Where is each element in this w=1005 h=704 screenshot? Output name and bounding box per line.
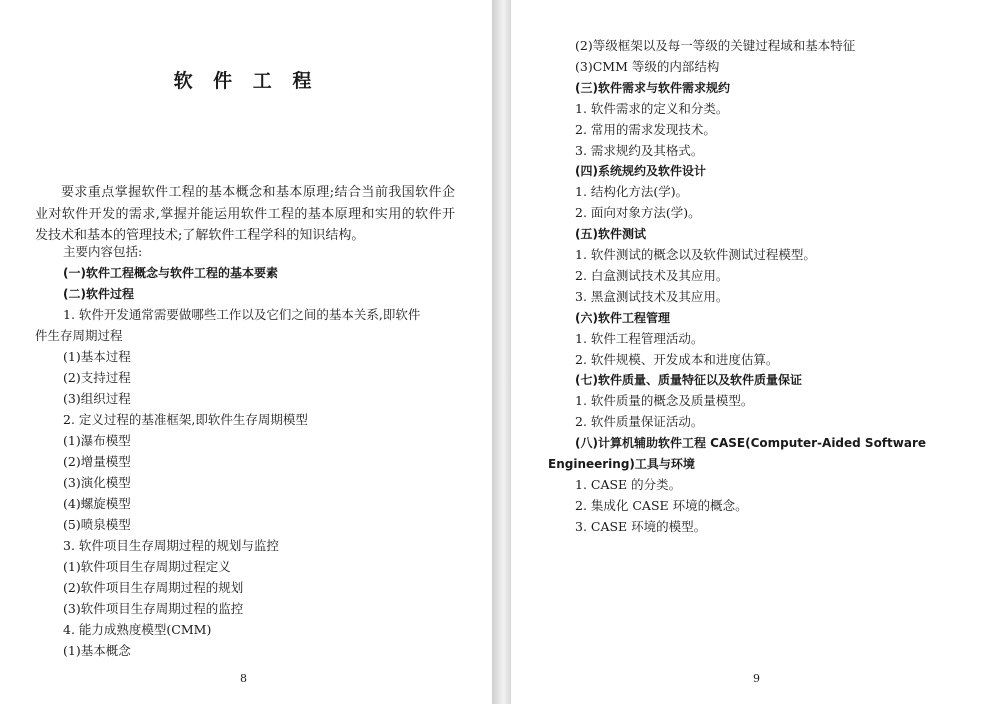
content-line: 件生存周期过程 <box>35 328 123 343</box>
content-line: (4)螺旋模型 <box>63 496 131 511</box>
content-line: (3)软件项目生存周期过程的监控 <box>63 601 244 616</box>
content-line: 2. 定义过程的基准框架,即软件生存周期模型 <box>63 412 308 427</box>
content-line: 3. 黑盒测试技术及其应用。 <box>575 288 729 304</box>
content-line: 4. 能力成熟度模型(CMM) <box>63 622 212 637</box>
section-heading: (五)软件测试 <box>575 227 646 242</box>
section-heading: (八)计算机辅助软件工程 CASE(Computer-Aided Software <box>575 436 927 451</box>
content-line: 2. 面向对象方法(学)。 <box>575 205 701 221</box>
section-heading: (七)软件质量、质量特征以及软件质量保证 <box>575 373 802 388</box>
section-heading: (二)软件过程 <box>63 287 134 301</box>
content-line: 1. 结构化方法(学)。 <box>575 184 689 200</box>
content-line: (1)软件项目生存周期过程定义 <box>63 559 231 574</box>
section-heading: (四)系统规约及软件设计 <box>575 164 706 179</box>
content-line: 2. 常用的需求发现技术。 <box>575 121 716 137</box>
content-line: (1)基本概念 <box>63 643 131 658</box>
content-line: (1)基本过程 <box>63 349 131 364</box>
page-number-right: 9 <box>753 672 760 685</box>
content-line: 1. CASE 的分类。 <box>575 476 682 492</box>
content-line: 2. 软件质量保证活动。 <box>575 414 704 430</box>
content-line: (3)CMM 等级的内部结构 <box>575 58 720 74</box>
page-title: 软 件 工 程 <box>173 70 319 92</box>
content-line: (2)软件项目生存周期过程的规划 <box>63 580 244 595</box>
content-line: 3. 需求规约及其格式。 <box>575 142 704 158</box>
content-line: 主要内容包括: <box>63 244 143 259</box>
right-page <box>511 0 1005 704</box>
content-line: 1. 软件需求的定义和分类。 <box>575 100 729 116</box>
book-gutter <box>492 0 511 704</box>
content-line: (3)演化模型 <box>63 475 131 490</box>
content-line: 1. 软件质量的概念及质量模型。 <box>575 393 754 409</box>
content-line: 3. 软件项目生存周期过程的规划与监控 <box>63 538 279 553</box>
content-line: 3. CASE 环境的模型。 <box>575 518 707 534</box>
page-number-left: 8 <box>240 672 247 685</box>
content-line: 2. 软件规模、开发成本和进度估算。 <box>575 351 779 367</box>
content-line: (2)等级框架以及每一等级的关键过程域和基本特征 <box>575 38 856 53</box>
content-line: (1)瀑布模型 <box>63 433 131 448</box>
section-heading: (一)软件工程概念与软件工程的基本要素 <box>63 266 278 280</box>
content-line: 2. 集成化 CASE 环境的概念。 <box>575 497 748 513</box>
content-line: (2)支持过程 <box>63 370 131 385</box>
content-line: (3)组织过程 <box>63 391 131 406</box>
content-line: 1. 软件开发通常需要做哪些工作以及它们之间的基本关系,即软件 <box>63 307 421 322</box>
content-line: (2)增量模型 <box>63 454 131 469</box>
content-line: 1. 软件工程管理活动。 <box>575 330 704 346</box>
section-heading: Engineering)工具与环境 <box>548 457 695 471</box>
left-page <box>0 0 492 704</box>
content-line: 1. 软件测试的概念以及软件测试过程模型。 <box>575 247 816 262</box>
content-line: 2. 白盒测试技术及其应用。 <box>575 267 729 283</box>
intro-paragraph: 要求重点掌握软件工程的基本概念和基本原理;结合当前我国软件企业对软件开发的需求,掌握并能运用软件工程的基本原理和实用的软件开发技术和基本的管理技术;了解软件工程学科的知识结构。 <box>35 185 455 243</box>
content-line: (5)喷泉模型 <box>63 517 131 532</box>
section-heading: (六)软件工程管理 <box>575 310 670 325</box>
section-heading: (三)软件需求与软件需求规约 <box>575 80 730 95</box>
